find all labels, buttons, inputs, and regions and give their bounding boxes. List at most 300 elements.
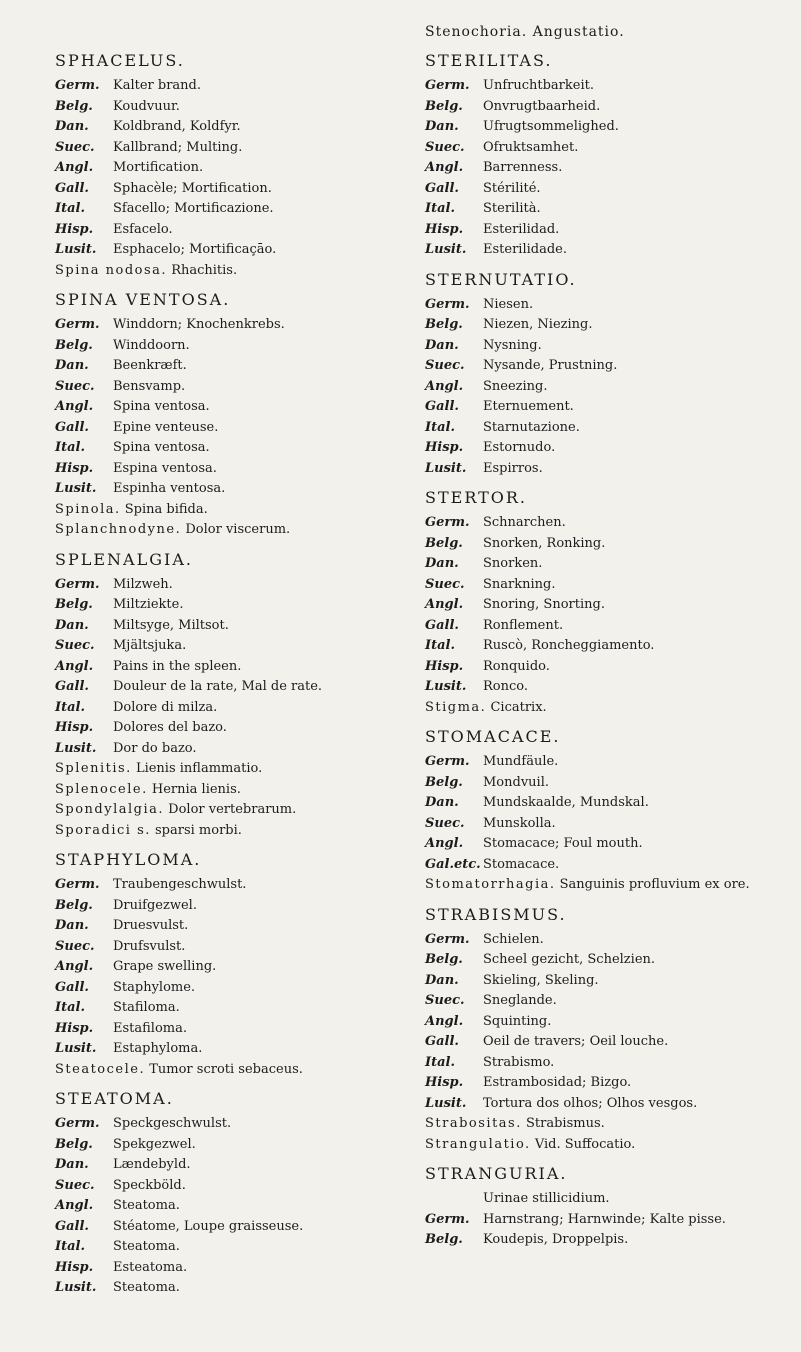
language-abbreviation: Belg.	[425, 1232, 463, 1247]
translation-term: Stomacace; Foul mouth.	[483, 836, 643, 851]
language-abbreviation: Belg.	[55, 597, 93, 612]
translation-term: Schielen.	[483, 931, 544, 947]
translation-term: Milzweh.	[113, 576, 173, 592]
related-term-gloss: Dolor vertebrarum.	[168, 802, 297, 817]
translation-term: Sterilità.	[483, 201, 541, 216]
language-abbreviation: Dan.	[425, 972, 459, 988]
language-abbreviation: Hisp.	[425, 221, 464, 237]
translation-term: Ofruktsamhet.	[483, 139, 579, 155]
related-term-gloss: Rhachitis.	[171, 262, 238, 278]
translation-row	[55, 1135, 405, 1156]
related-term	[425, 1135, 790, 1156]
language-abbreviation: Lusit.	[425, 460, 467, 476]
language-abbreviation: Ital.	[425, 1054, 455, 1070]
translation-row	[425, 1053, 790, 1074]
translation-term: Stérilité.	[483, 180, 541, 196]
translation-row	[55, 657, 405, 678]
translation-row	[55, 739, 405, 760]
running-head: Stenochoria. Angustatio.	[425, 24, 625, 40]
translation-term: Harnstrang; Harnwinde; Kalte pisse.	[483, 1211, 726, 1227]
translation-row	[55, 1217, 405, 1238]
language-abbreviation: Hisp.	[425, 658, 464, 674]
entry-heading: STERNUTATIO.	[425, 269, 577, 289]
translation-term: Speckböld.	[113, 1177, 186, 1193]
language-abbreviation: Dan.	[55, 918, 89, 933]
language-abbreviation: Hisp.	[55, 1259, 94, 1275]
language-abbreviation: Hisp.	[55, 1020, 94, 1036]
translation-term: Pains in the spleen.	[113, 658, 242, 674]
translation-term: Koudvuur.	[113, 98, 180, 114]
related-term-head: Splenocele.	[55, 781, 148, 797]
dictionary-entry	[55, 289, 405, 541]
translation-term: Ronquido.	[483, 658, 550, 674]
translation-row	[425, 1230, 790, 1251]
related-term-gloss: Vid. Suffocatio.	[534, 1136, 636, 1152]
language-abbreviation: Lusit.	[55, 1280, 97, 1295]
translation-term: Ufrugtsommelighed.	[483, 119, 619, 134]
related-term	[55, 1060, 405, 1081]
related-term-head: Spina nodosa.	[55, 262, 168, 278]
related-term	[55, 261, 405, 282]
language-abbreviation: Ital.	[425, 419, 455, 435]
language-abbreviation: Gall.	[425, 1034, 459, 1049]
language-abbreviation: Germ.	[55, 317, 100, 332]
language-abbreviation: Angl.	[425, 836, 464, 851]
translation-term: Stomacace.	[483, 856, 560, 872]
translation-term: Dolore di milza.	[113, 699, 218, 715]
language-abbreviation: Germ.	[55, 78, 100, 93]
related-term	[425, 698, 790, 719]
translation-term: Mundskaalde, Mundskal.	[483, 795, 649, 810]
translation-term: Druesvulst.	[113, 918, 189, 933]
related-term	[55, 780, 405, 801]
translation-term: Kallbrand; Multing.	[113, 139, 243, 155]
translation-term: Steatoma.	[113, 1198, 180, 1213]
language-abbreviation: Hisp.	[55, 460, 94, 476]
translation-term: Miltsyge, Miltsot.	[113, 617, 229, 633]
translation-row	[425, 834, 790, 855]
translation-row	[55, 636, 405, 657]
language-abbreviation: Hisp.	[55, 221, 94, 237]
translation-row	[55, 158, 405, 179]
language-abbreviation: Gal.etc.	[425, 856, 481, 872]
language-abbreviation: Germ.	[425, 515, 470, 530]
language-abbreviation: Angl.	[55, 959, 94, 974]
translation-row	[55, 240, 405, 261]
related-term-gloss: Hernia lienis.	[151, 781, 241, 797]
translation-row	[425, 97, 790, 118]
translation-term: Spina ventosa.	[113, 440, 210, 455]
translation-term: Niezen, Niezing.	[483, 317, 593, 332]
translation-row	[425, 554, 790, 575]
translation-term: Barrenness.	[483, 160, 563, 175]
translation-row	[425, 773, 790, 794]
related-term	[55, 821, 405, 842]
translation-row	[55, 875, 405, 896]
related-term-gloss: Lienis inflammatio.	[135, 761, 263, 776]
translation-row	[425, 199, 790, 220]
language-abbreviation: Ital.	[55, 1000, 85, 1015]
translation-row	[55, 459, 405, 480]
translation-row	[55, 718, 405, 739]
language-abbreviation: Germ.	[425, 1211, 470, 1227]
language-abbreviation: Angl.	[55, 399, 94, 414]
related-term-head: Spinola.	[55, 501, 121, 517]
language-abbreviation: Belg.	[425, 535, 463, 551]
language-abbreviation: Belg.	[425, 952, 463, 967]
translation-term: Espina ventosa.	[113, 460, 217, 476]
language-abbreviation: Lusit.	[425, 679, 467, 694]
translation-term: Niesen.	[483, 296, 534, 312]
language-abbreviation: Belg.	[425, 98, 463, 114]
translation-row	[55, 1237, 405, 1258]
language-abbreviation: Dan.	[55, 1157, 89, 1172]
related-term-head: Splanchnodyne.	[55, 522, 182, 537]
dictionary-entry	[55, 549, 405, 842]
translation-row	[55, 916, 405, 937]
language-abbreviation: Hisp.	[425, 440, 464, 455]
language-abbreviation: Suec.	[425, 139, 465, 155]
translation-term: Esteatoma.	[113, 1259, 188, 1275]
language-abbreviation: Gall.	[425, 180, 459, 196]
translation-row	[55, 1196, 405, 1217]
related-term-head: Stigma.	[425, 699, 487, 715]
translation-term: Onvrugtbaarheid.	[483, 98, 601, 114]
translation-term: Staphylome.	[113, 979, 196, 995]
translation-row	[55, 220, 405, 241]
translation-row	[55, 575, 405, 596]
translation-row	[425, 459, 790, 480]
translation-row	[425, 138, 790, 159]
language-abbreviation: Angl.	[425, 1013, 464, 1029]
language-abbreviation: Germ.	[425, 296, 470, 312]
translation-term: Sfacello; Mortificazione.	[113, 201, 274, 216]
entry-heading: SPINA VENTOSA.	[55, 290, 231, 309]
translation-row	[425, 438, 790, 459]
translation-row	[55, 76, 405, 97]
translation-row	[425, 534, 790, 555]
related-term-gloss: Tumor scroti sebaceus.	[149, 1061, 303, 1077]
language-abbreviation: Gall.	[55, 979, 89, 995]
translation-row	[55, 1176, 405, 1197]
language-abbreviation: Suec.	[425, 358, 465, 373]
translation-term: Squinting.	[483, 1013, 552, 1029]
translation-row	[425, 636, 790, 657]
language-abbreviation: Ital.	[55, 440, 85, 455]
translation-row	[55, 97, 405, 118]
dictionary-entry	[425, 269, 790, 480]
translation-term: Esterilidade.	[483, 242, 567, 257]
translation-row	[55, 336, 405, 357]
translation-term: Spekgezwel.	[113, 1136, 196, 1152]
translation-row	[425, 855, 790, 876]
translation-term: Sneglande.	[483, 993, 557, 1008]
translation-term: Epine venteuse.	[113, 419, 219, 435]
translation-row	[425, 991, 790, 1012]
translation-row	[425, 1073, 790, 1094]
translation-term: Ronco.	[483, 679, 528, 694]
related-term	[425, 875, 790, 896]
related-term-head: Strabositas.	[425, 1116, 522, 1131]
language-abbreviation: Gall.	[55, 419, 89, 435]
translation-row	[55, 199, 405, 220]
translation-term: Unfruchtbarkeit.	[483, 78, 594, 93]
translation-row	[425, 295, 790, 316]
language-abbreviation: Ital.	[425, 201, 455, 216]
translation-term: Mondvuil.	[483, 774, 549, 790]
language-abbreviation: Lusit.	[55, 740, 97, 756]
translation-row	[55, 595, 405, 616]
translation-term: Miltziekte.	[113, 597, 184, 612]
translation-term: Beenkræft.	[113, 358, 187, 373]
entry-heading: SPHACELUS.	[55, 51, 185, 70]
language-abbreviation: Hisp.	[425, 1075, 464, 1090]
translation-row	[55, 179, 405, 200]
translation-term: Druifgezwel.	[113, 897, 197, 913]
translation-row	[425, 814, 790, 835]
translation-row	[425, 397, 790, 418]
translation-row	[55, 377, 405, 398]
language-abbreviation: Lusit.	[425, 1095, 467, 1111]
language-abbreviation: Angl.	[425, 160, 464, 175]
related-term	[55, 500, 405, 521]
translation-term: Esterilidad.	[483, 221, 560, 237]
translation-row	[425, 930, 790, 951]
translation-row	[425, 950, 790, 971]
entry-heading: STAPHYLOMA.	[55, 850, 202, 869]
entry-heading: STRABISMUS.	[425, 904, 567, 924]
translation-term: Dor do bazo.	[113, 740, 197, 756]
language-abbreviation: Dan.	[55, 617, 89, 633]
translation-row	[425, 657, 790, 678]
translation-term: Speckgeschwulst.	[113, 1116, 232, 1131]
entry-heading: STERILITAS.	[425, 51, 553, 70]
language-abbreviation: Belg.	[55, 897, 93, 913]
translation-row	[425, 752, 790, 773]
translation-term: Estaphyloma.	[113, 1041, 203, 1056]
language-abbreviation: Gall.	[55, 679, 89, 694]
language-abbreviation: Germ.	[425, 931, 470, 947]
language-abbreviation: Suec.	[425, 576, 465, 592]
language-abbreviation: Germ.	[55, 576, 100, 592]
translation-term: Estrambosidad; Bizgo.	[483, 1075, 632, 1090]
right-column	[425, 50, 790, 1259]
related-term-gloss: Sanguinis profluvium ex ore.	[559, 877, 750, 892]
translation-term: Espinha ventosa.	[113, 481, 226, 496]
translation-row	[55, 998, 405, 1019]
translation-row	[425, 1210, 790, 1231]
translation-row	[55, 438, 405, 459]
entry-heading: STEATOMA.	[55, 1089, 174, 1108]
translation-term: Dolores del bazo.	[113, 720, 227, 735]
translation-row	[55, 479, 405, 500]
language-abbreviation: Angl.	[425, 597, 464, 612]
translation-term: Ruscò, Roncheggiamento.	[483, 638, 655, 653]
translation-row	[55, 698, 405, 719]
translation-row	[55, 315, 405, 336]
language-abbreviation: Germ.	[55, 877, 100, 892]
translation-term: Estafiloma.	[113, 1020, 188, 1036]
language-abbreviation: Angl.	[55, 1198, 94, 1213]
translation-row	[55, 138, 405, 159]
translation-term: Scheel gezicht, Schelzien.	[483, 952, 656, 967]
translation-term: Sphacèle; Mortification.	[113, 180, 272, 196]
translation-row	[425, 513, 790, 534]
translation-row	[55, 1155, 405, 1176]
language-abbreviation: Gall.	[425, 399, 459, 414]
translation-term: Lændebyld.	[113, 1157, 191, 1172]
translation-term: Spina ventosa.	[113, 399, 210, 414]
translation-row	[55, 418, 405, 439]
language-abbreviation: Ital.	[55, 201, 85, 216]
translation-term: Espirros.	[483, 460, 543, 476]
translation-term: Koudepis, Droppelpis.	[483, 1232, 629, 1247]
translation-row	[425, 356, 790, 377]
translation-term: Munskolla.	[483, 815, 556, 831]
translation-row	[55, 1278, 405, 1299]
language-abbreviation: Gall.	[425, 617, 459, 633]
language-abbreviation: Lusit.	[55, 242, 97, 257]
translation-row	[425, 220, 790, 241]
translation-term: Grape swelling.	[113, 959, 217, 974]
language-abbreviation: Gall.	[55, 1218, 89, 1234]
left-column	[55, 50, 405, 1307]
translation-row	[55, 1019, 405, 1040]
language-abbreviation: Angl.	[55, 160, 94, 175]
language-abbreviation: Dan.	[55, 119, 89, 134]
translation-term: Tortura dos olhos; Olhos vesgos.	[483, 1095, 698, 1111]
translation-term: Snorken, Ronking.	[483, 535, 606, 551]
language-abbreviation: Suec.	[425, 815, 465, 831]
translation-row	[55, 397, 405, 418]
language-abbreviation: Dan.	[425, 795, 459, 810]
translation-row	[55, 937, 405, 958]
related-term	[425, 1114, 790, 1135]
translation-row	[425, 179, 790, 200]
language-abbreviation: Lusit.	[55, 1041, 97, 1056]
translation-term: Stafiloma.	[113, 1000, 180, 1015]
language-abbreviation: Dan.	[425, 119, 459, 134]
translation-row	[425, 971, 790, 992]
translation-row	[425, 336, 790, 357]
related-term-head: Splenitis.	[55, 761, 132, 776]
dictionary-entry	[425, 726, 790, 896]
translation-term: Skieling, Skeling.	[483, 972, 599, 988]
translation-term: Nysning.	[483, 337, 542, 353]
translation-term: Winddoorn.	[113, 337, 190, 353]
translation-term: Steatoma.	[113, 1280, 180, 1295]
translation-row	[425, 418, 790, 439]
language-abbreviation: Dan.	[55, 358, 89, 373]
language-abbreviation: Hisp.	[55, 720, 94, 735]
entry-heading: SPLENALGIA.	[55, 549, 193, 569]
translation-row	[425, 158, 790, 179]
entry-subheading: Urinae stillicidium.	[483, 1191, 610, 1206]
translation-row	[425, 1094, 790, 1115]
translation-row	[55, 677, 405, 698]
language-abbreviation: Germ.	[55, 1116, 100, 1131]
dictionary-entry	[55, 50, 405, 281]
related-term	[55, 800, 405, 821]
language-abbreviation: Belg.	[425, 774, 463, 790]
related-term-gloss: sparsi morbi.	[155, 822, 242, 838]
related-term	[55, 759, 405, 780]
language-abbreviation: Dan.	[425, 337, 459, 353]
translation-term: Nysande, Prustning.	[483, 358, 618, 373]
translation-row	[55, 356, 405, 377]
translation-term: Esfacelo.	[113, 221, 173, 237]
translation-row	[425, 1012, 790, 1033]
related-term-head: Steatocele.	[55, 1061, 146, 1077]
language-abbreviation: Suec.	[55, 938, 95, 954]
translation-term: Schnarchen.	[483, 515, 566, 530]
language-abbreviation: Dan.	[425, 556, 459, 571]
translation-row	[425, 616, 790, 637]
translation-row	[425, 240, 790, 261]
translation-row	[55, 1039, 405, 1060]
translation-row	[55, 117, 405, 138]
language-abbreviation: Ital.	[55, 699, 85, 715]
translation-term: Estornudo.	[483, 440, 556, 455]
translation-row	[55, 896, 405, 917]
translation-row	[55, 1114, 405, 1135]
translation-term: Douleur de la rate, Mal de rate.	[113, 679, 323, 694]
language-abbreviation: Suec.	[55, 1177, 95, 1193]
language-abbreviation: Ital.	[55, 1239, 85, 1254]
related-term-gloss: Cicatrix.	[490, 699, 547, 715]
dictionary-entry	[425, 487, 790, 718]
translation-term: Esphacelo; Mortificaçāo.	[113, 242, 277, 257]
translation-term: Mjältsjuka.	[113, 638, 187, 653]
translation-term: Koldbrand, Koldfyr.	[113, 119, 241, 134]
translation-row	[55, 616, 405, 637]
language-abbreviation: Belg.	[55, 98, 93, 114]
dictionary-entry	[55, 1088, 405, 1299]
related-term-head: Stomatorrhagia.	[425, 877, 556, 892]
translation-term: Eternuement.	[483, 399, 574, 414]
related-term	[55, 520, 405, 541]
translation-term: Winddorn; Knochenkrebs.	[113, 317, 285, 332]
translation-row	[425, 793, 790, 814]
translation-term: Bensvamp.	[113, 378, 186, 394]
dictionary-entry	[425, 50, 790, 261]
translation-term: Mortification.	[113, 160, 204, 175]
language-abbreviation: Suec.	[425, 993, 465, 1008]
translation-term: Steatoma.	[113, 1239, 180, 1254]
dictionary-entry	[55, 849, 405, 1080]
language-abbreviation: Suec.	[55, 139, 95, 155]
related-term-gloss: Dolor viscerum.	[185, 522, 291, 537]
language-abbreviation: Angl.	[55, 658, 94, 674]
language-abbreviation: Germ.	[425, 78, 470, 93]
language-abbreviation: Germ.	[425, 754, 470, 769]
entry-heading: STOMACACE.	[425, 727, 561, 746]
translation-row	[55, 1258, 405, 1279]
language-abbreviation: Lusit.	[55, 481, 97, 496]
language-abbreviation: Suec.	[55, 378, 95, 394]
translation-row	[425, 377, 790, 398]
dictionary-entry	[425, 1163, 790, 1251]
translation-row	[425, 575, 790, 596]
related-term-head: Strangulatio.	[425, 1136, 531, 1152]
language-abbreviation: Gall.	[55, 180, 89, 196]
translation-term: Snarkning.	[483, 576, 556, 592]
language-abbreviation: Suec.	[55, 638, 95, 653]
translation-term: Mundfäule.	[483, 754, 559, 769]
translation-term: Drufsvulst.	[113, 938, 186, 954]
translation-row	[55, 978, 405, 999]
translation-term: Oeil de travers; Oeil louche.	[483, 1034, 669, 1049]
